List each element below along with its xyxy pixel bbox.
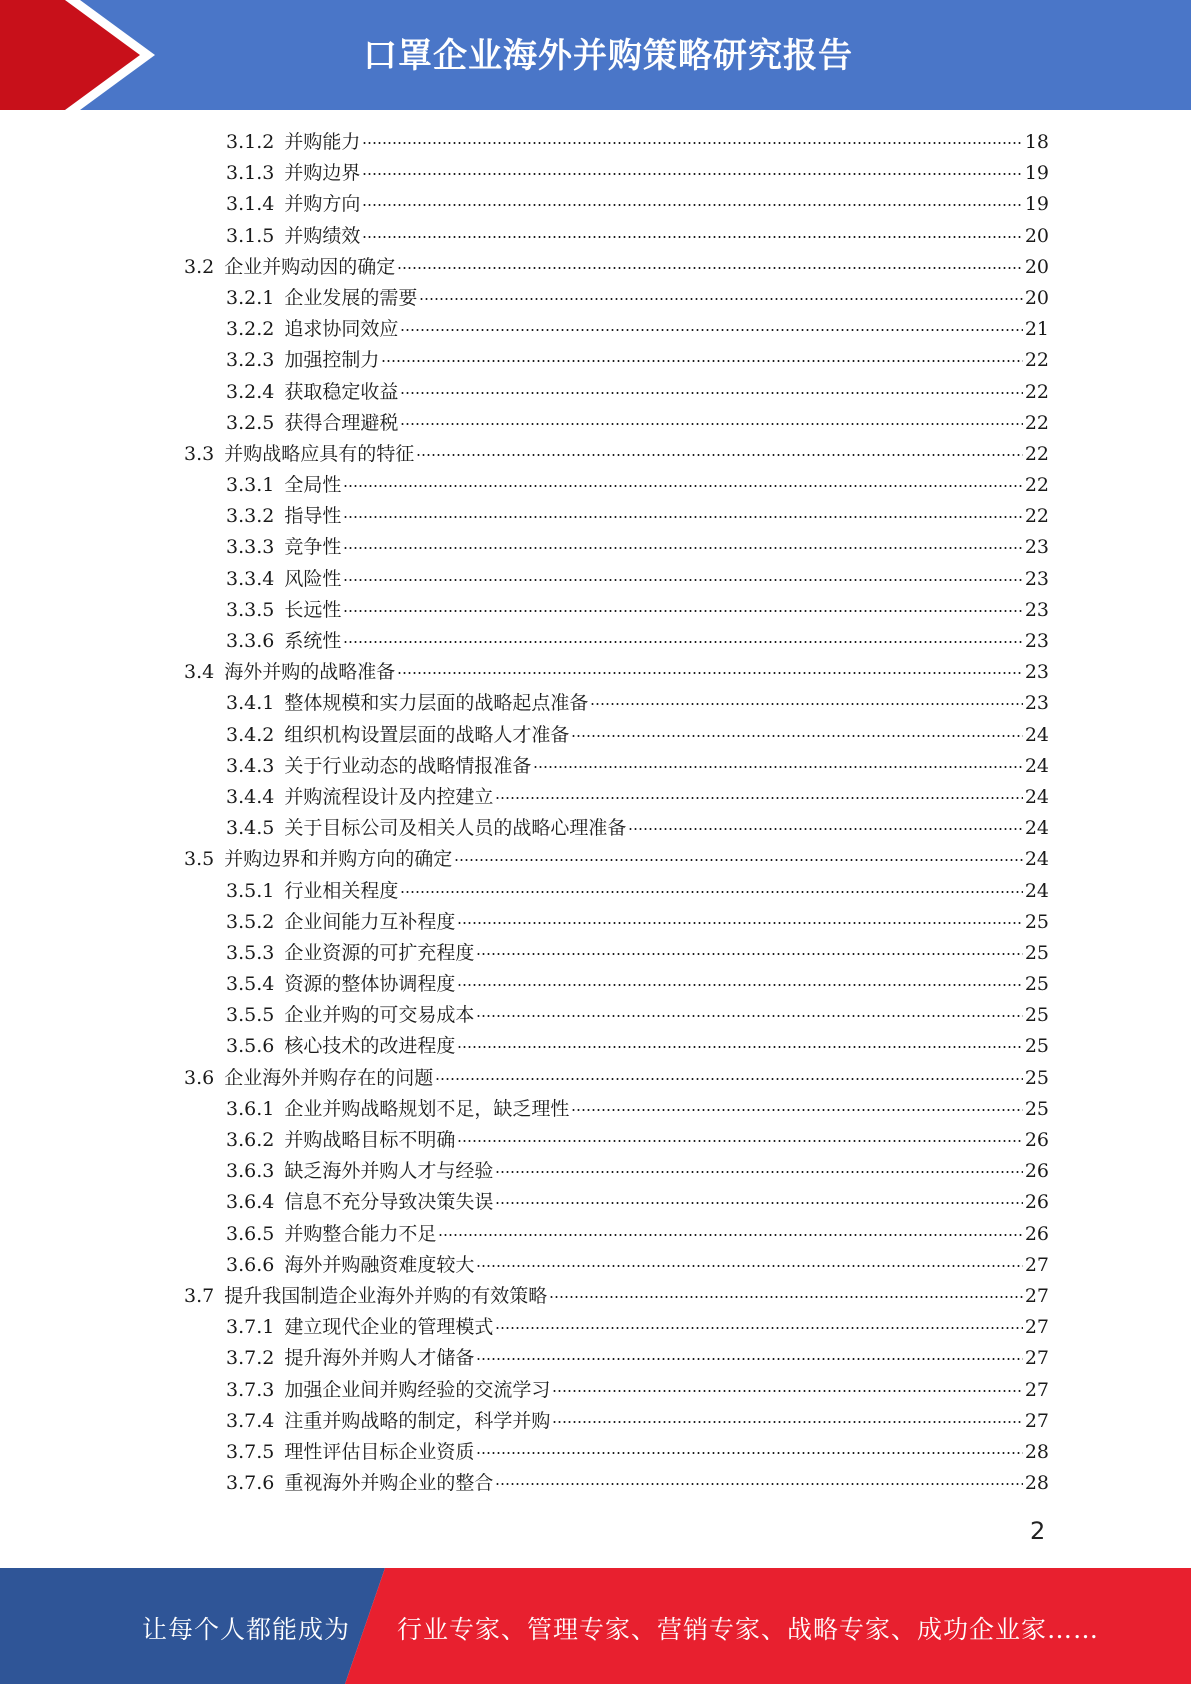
toc-dot-leader	[495, 1317, 1022, 1336]
toc-entry-number: 3.6.1	[226, 1097, 275, 1120]
toc-entry[interactable]	[184, 189, 1049, 220]
toc-entry-page: 28	[1024, 1440, 1049, 1463]
toc-entry-title: 行业相关程度	[284, 879, 399, 902]
page-number: 2	[1030, 1517, 1046, 1545]
toc-entry-number: 3.5.3	[226, 941, 275, 964]
toc-entry-title: 指导性	[284, 505, 342, 528]
toc-entry[interactable]	[184, 844, 1049, 875]
toc-entry[interactable]	[184, 969, 1049, 1000]
toc-entry-number: 3.7	[184, 1284, 215, 1307]
toc-entry-number: 3.7.1	[226, 1316, 275, 1339]
toc-entry[interactable]	[184, 1125, 1049, 1156]
toc-dot-leader	[457, 1130, 1022, 1149]
toc-entry-page: 23	[1024, 567, 1049, 590]
toc-entry[interactable]	[184, 626, 1049, 657]
toc-dot-leader	[476, 943, 1022, 962]
toc-entry-number: 3.5	[184, 848, 215, 871]
toc-entry-title: 关于行业动态的战略情报准备	[284, 754, 532, 777]
toc-entry-title: 并购战略目标不明确	[284, 1129, 456, 1151]
toc-entry-number: 3.4.1	[226, 692, 275, 715]
toc-entry-page: 22	[1024, 505, 1049, 528]
toc-entry-page: 23	[1024, 692, 1049, 715]
toc-entry[interactable]	[184, 751, 1049, 782]
toc-entry-page: 25	[1024, 1035, 1049, 1058]
toc-entry-number: 3.3	[184, 442, 215, 465]
toc-entry-number: 3.2.4	[226, 380, 275, 403]
toc-entry[interactable]	[184, 1187, 1049, 1218]
toc-entry-number: 3.6.5	[226, 1222, 275, 1245]
toc-dot-leader	[343, 537, 1022, 556]
toc-entry[interactable]	[184, 657, 1049, 688]
page-footer	[0, 1568, 1191, 1684]
toc-entry[interactable]	[184, 1343, 1049, 1374]
toc-entry-title: 企业并购动因的确定	[224, 255, 396, 278]
toc-dot-leader	[343, 569, 1022, 588]
toc-entry-page: 27	[1024, 1316, 1049, 1339]
toc-entry-title: 企业间能力互补程度	[284, 910, 456, 933]
toc-entry-page: 27	[1024, 1378, 1049, 1401]
toc-entry[interactable]	[184, 470, 1049, 501]
toc-dot-leader	[400, 319, 1022, 338]
toc-entry-title: 竞争性	[284, 536, 342, 559]
toc-entry-number: 3.1.5	[226, 224, 275, 247]
toc-entry-title: 企业发展的需要	[284, 286, 418, 309]
toc-entry-page: 27	[1024, 1284, 1049, 1307]
toc-dot-leader	[457, 974, 1022, 993]
toc-entry-title: 核心技术的改进程度	[284, 1035, 456, 1058]
toc-entry[interactable]	[184, 1219, 1049, 1250]
toc-dot-leader	[343, 475, 1022, 494]
toc-entry-page: 22	[1024, 411, 1049, 434]
page-header	[0, 0, 1191, 110]
toc-entry-title: 信息不充分导致决策失误	[284, 1191, 494, 1214]
toc-entry-title: 企业并购的可交易成本	[284, 1004, 475, 1027]
toc-entry[interactable]	[184, 907, 1049, 938]
toc-entry-page: 20	[1024, 286, 1049, 309]
toc-entry-number: 3.1.2	[226, 131, 275, 153]
toc-entry-title: 并购绩效	[284, 224, 361, 247]
toc-dot-leader	[495, 787, 1022, 806]
toc-entry-page: 23	[1024, 536, 1049, 559]
toc-entry[interactable]	[184, 1312, 1049, 1343]
toc-entry-number: 3.6.4	[226, 1191, 275, 1214]
toc-entry-page: 20	[1024, 255, 1049, 278]
toc-entry-page: 26	[1024, 1160, 1049, 1183]
toc-entry[interactable]	[184, 127, 1049, 158]
toc-dot-leader	[552, 1411, 1022, 1430]
toc-entry[interactable]	[184, 221, 1049, 252]
toc-entry-number: 3.4.4	[226, 785, 275, 808]
toc-dot-leader	[628, 818, 1022, 837]
toc-entry-page: 27	[1024, 1347, 1049, 1370]
toc-entry-number: 3.7.6	[226, 1472, 275, 1495]
toc-entry-number: 3.2.5	[226, 411, 275, 434]
toc-entry-page: 22	[1024, 442, 1049, 465]
toc-entry[interactable]	[184, 595, 1049, 626]
toc-entry-number: 3.7.2	[226, 1347, 275, 1370]
toc-entry-number: 3.4.2	[226, 723, 275, 746]
toc-entry[interactable]	[184, 1250, 1049, 1281]
toc-entry-page: 28	[1024, 1472, 1049, 1495]
toc-entry-number: 3.3.3	[226, 536, 275, 559]
toc-entry-number: 3.7.4	[226, 1409, 275, 1432]
toc-entry[interactable]	[184, 938, 1049, 969]
toc-entry-number: 3.4.3	[226, 754, 275, 777]
toc-dot-leader	[549, 1286, 1023, 1305]
toc-entry[interactable]	[184, 1468, 1049, 1499]
toc-dot-leader	[438, 1224, 1022, 1243]
toc-entry[interactable]	[184, 1094, 1049, 1125]
toc-dot-leader	[397, 662, 1023, 681]
toc-entry-title: 长远性	[284, 598, 342, 621]
toc-entry-number: 3.2.3	[226, 349, 275, 372]
toc-entry[interactable]	[184, 158, 1049, 189]
toc-entry-page: 21	[1024, 318, 1049, 341]
toc-entry-number: 3.2.2	[226, 318, 275, 341]
toc-entry[interactable]	[184, 314, 1049, 345]
toc-entry-page: 22	[1024, 349, 1049, 372]
toc-dot-leader	[457, 1036, 1022, 1055]
toc-dot-leader	[397, 257, 1023, 276]
toc-entry-number: 3.4	[184, 661, 215, 684]
toc-entry-title: 缺乏海外并购人才与经验	[284, 1160, 494, 1183]
toc-entry-title: 并购边界和并购方向的确定	[224, 848, 453, 871]
toc-entry-number: 3.2.1	[226, 286, 275, 309]
toc-entry-number: 3.1.3	[226, 162, 275, 185]
toc-entry-title: 获得合理避税	[284, 411, 399, 434]
toc-entry-title: 企业资源的可扩充程度	[284, 941, 475, 964]
toc-entry-page: 24	[1024, 723, 1049, 746]
toc-entry[interactable]	[184, 501, 1049, 532]
toc-entry-title: 海外并购融资难度较大	[284, 1253, 475, 1276]
toc-entry[interactable]	[184, 408, 1049, 439]
toc-entry-title: 获取稳定收益	[284, 380, 399, 403]
toc-dot-leader	[400, 413, 1022, 432]
toc-entry-page: 25	[1024, 910, 1049, 933]
toc-entry[interactable]	[184, 1406, 1049, 1437]
toc-dot-leader	[571, 1099, 1022, 1118]
toc-entry[interactable]	[184, 688, 1049, 719]
toc-entry-page: 23	[1024, 661, 1049, 684]
toc-entry[interactable]	[184, 1281, 1049, 1312]
toc-entry-number: 3.3.4	[226, 567, 275, 590]
toc-entry[interactable]	[184, 782, 1049, 813]
toc-entry-title: 并购边界	[284, 162, 361, 185]
toc-entry-title: 加强控制力	[284, 349, 380, 372]
toc-entry-title: 系统性	[284, 630, 342, 652]
toc-entry-page: 26	[1024, 1222, 1049, 1245]
toc-entry-title: 理性评估目标企业资质	[284, 1440, 475, 1463]
toc-dot-leader	[362, 226, 1022, 245]
toc-dot-leader	[590, 693, 1022, 712]
toc-entry-title: 全局性	[284, 474, 342, 497]
toc-dot-leader	[400, 881, 1022, 900]
toc-dot-leader	[343, 506, 1022, 525]
toc-entry-page: 24	[1024, 879, 1049, 902]
toc-dot-leader	[343, 631, 1022, 650]
toc-entry-title: 提升我国制造企业海外并购的有效策略	[224, 1284, 548, 1307]
toc-entry-page: 25	[1024, 1097, 1049, 1120]
toc-entry-number: 3.5.5	[226, 1004, 275, 1027]
toc-entry-title: 风险性	[284, 567, 342, 590]
toc-entry-page: 23	[1024, 630, 1049, 652]
toc-entry-page: 25	[1024, 941, 1049, 964]
toc-entry-page: 26	[1024, 1129, 1049, 1151]
toc-entry-page: 24	[1024, 754, 1049, 777]
toc-entry-page: 22	[1024, 474, 1049, 497]
toc-dot-leader	[476, 1255, 1022, 1274]
toc-entry-page: 27	[1024, 1409, 1049, 1432]
toc-entry-number: 3.5.6	[226, 1035, 275, 1058]
toc-entry-title: 注重并购战略的制定，科学并购	[284, 1409, 551, 1432]
toc-entry-page: 25	[1024, 1066, 1049, 1089]
toc-entry-page: 26	[1024, 1191, 1049, 1214]
toc-entry[interactable]	[184, 564, 1049, 595]
toc-dot-leader	[533, 756, 1022, 775]
toc-entry-page: 23	[1024, 598, 1049, 621]
toc-entry-number: 3.5.4	[226, 973, 275, 996]
toc-entry[interactable]	[184, 1063, 1049, 1094]
toc-entry-title: 加强企业间并购经验的交流学习	[284, 1378, 551, 1401]
toc-dot-leader	[495, 1161, 1022, 1180]
toc-entry[interactable]	[184, 813, 1049, 844]
toc-dot-leader	[476, 1442, 1022, 1461]
toc-entry-number: 3.6	[184, 1066, 215, 1089]
toc-entry-title: 并购流程设计及内控建立	[284, 785, 494, 808]
toc-entry-title: 并购能力	[284, 131, 361, 153]
toc-entry[interactable]	[184, 720, 1049, 751]
toc-entry-number: 3.5.2	[226, 910, 275, 933]
toc-entry-number: 3.6.6	[226, 1253, 275, 1276]
toc-dot-leader	[495, 1192, 1022, 1211]
toc-entry-page: 18	[1024, 131, 1049, 153]
toc-entry-page: 22	[1024, 380, 1049, 403]
toc-entry[interactable]	[184, 1031, 1049, 1062]
toc-entry-number: 3.4.5	[226, 817, 275, 840]
toc-entry-page: 20	[1024, 224, 1049, 247]
toc-entry-title: 提升海外并购人才储备	[284, 1347, 475, 1370]
toc-entry-title: 并购整合能力不足	[284, 1222, 437, 1245]
toc-entry-page: 19	[1024, 162, 1049, 185]
toc-dot-leader	[552, 1380, 1022, 1399]
toc-entry-title: 并购方向	[284, 193, 361, 216]
toc-entry-number: 3.3.1	[226, 474, 275, 497]
toc-entry[interactable]	[184, 283, 1049, 314]
toc-entry-number: 3.7.3	[226, 1378, 275, 1401]
toc-dot-leader	[362, 132, 1022, 151]
toc-entry[interactable]	[184, 1437, 1049, 1468]
toc-dot-leader	[435, 1068, 1023, 1087]
table-of-contents	[184, 127, 1049, 1499]
toc-entry-number: 3.3.2	[226, 505, 275, 528]
document-title: 口罩企业海外并购策略研究报告	[363, 36, 853, 76]
toc-entry[interactable]	[184, 532, 1049, 563]
toc-entry[interactable]	[184, 377, 1049, 408]
toc-dot-leader	[362, 194, 1022, 213]
toc-entry[interactable]	[184, 439, 1049, 470]
toc-entry-page: 25	[1024, 973, 1049, 996]
toc-dot-leader	[454, 849, 1023, 868]
toc-entry-title: 海外并购的战略准备	[224, 661, 396, 684]
toc-entry-number: 3.7.5	[226, 1440, 275, 1463]
toc-entry-page: 24	[1024, 785, 1049, 808]
footer-tagline: 行业专家、管理专家、营销专家、战略专家、成功企业家……	[397, 1615, 1100, 1644]
toc-entry[interactable]	[184, 1156, 1049, 1187]
toc-dot-leader	[416, 444, 1023, 463]
toc-entry-number: 3.6.3	[226, 1160, 275, 1183]
toc-entry-title: 组织机构设置层面的战略人才准备	[284, 723, 570, 746]
toc-entry[interactable]	[184, 876, 1049, 907]
toc-entry-title: 企业并购战略规划不足，缺乏理性	[284, 1097, 570, 1120]
toc-dot-leader	[476, 1005, 1022, 1024]
footer-slogan: 让每个人都能成为	[142, 1615, 351, 1644]
toc-entry-title: 整体规模和实力层面的战略起点准备	[284, 692, 589, 715]
toc-entry-title: 并购战略应具有的特征	[224, 442, 415, 465]
toc-entry[interactable]	[184, 1375, 1049, 1406]
toc-entry-number: 3.2	[184, 255, 215, 278]
toc-entry-title: 资源的整体协调程度	[284, 973, 456, 996]
toc-entry-page: 27	[1024, 1253, 1049, 1276]
toc-entry-number: 3.5.1	[226, 879, 275, 902]
toc-dot-leader	[343, 600, 1022, 619]
toc-entry-number: 3.6.2	[226, 1129, 275, 1151]
toc-entry-title: 企业海外并购存在的问题	[224, 1066, 434, 1089]
toc-entry[interactable]	[184, 252, 1049, 283]
toc-entry-title: 重视海外并购企业的整合	[284, 1472, 494, 1495]
toc-entry-title: 追求协同效应	[284, 318, 399, 341]
toc-dot-leader	[400, 382, 1022, 401]
toc-dot-leader	[571, 725, 1022, 744]
toc-dot-leader	[495, 1473, 1022, 1492]
toc-entry-number: 3.1.4	[226, 193, 275, 216]
toc-dot-leader	[457, 912, 1022, 931]
toc-entry-page: 19	[1024, 193, 1049, 216]
toc-entry-title: 关于目标公司及相关人员的战略心理准备	[284, 817, 627, 840]
toc-entry-title: 建立现代企业的管理模式	[284, 1316, 494, 1339]
toc-entry-number: 3.3.5	[226, 598, 275, 621]
toc-dot-leader	[476, 1348, 1022, 1367]
toc-entry[interactable]	[184, 345, 1049, 376]
toc-entry-page: 25	[1024, 1004, 1049, 1027]
toc-entry[interactable]	[184, 1000, 1049, 1031]
toc-dot-leader	[362, 163, 1022, 182]
toc-entry-page: 24	[1024, 848, 1049, 871]
toc-entry-number: 3.3.6	[226, 630, 275, 652]
toc-dot-leader	[381, 350, 1022, 369]
toc-entry-page: 24	[1024, 817, 1049, 840]
toc-dot-leader	[419, 288, 1022, 307]
